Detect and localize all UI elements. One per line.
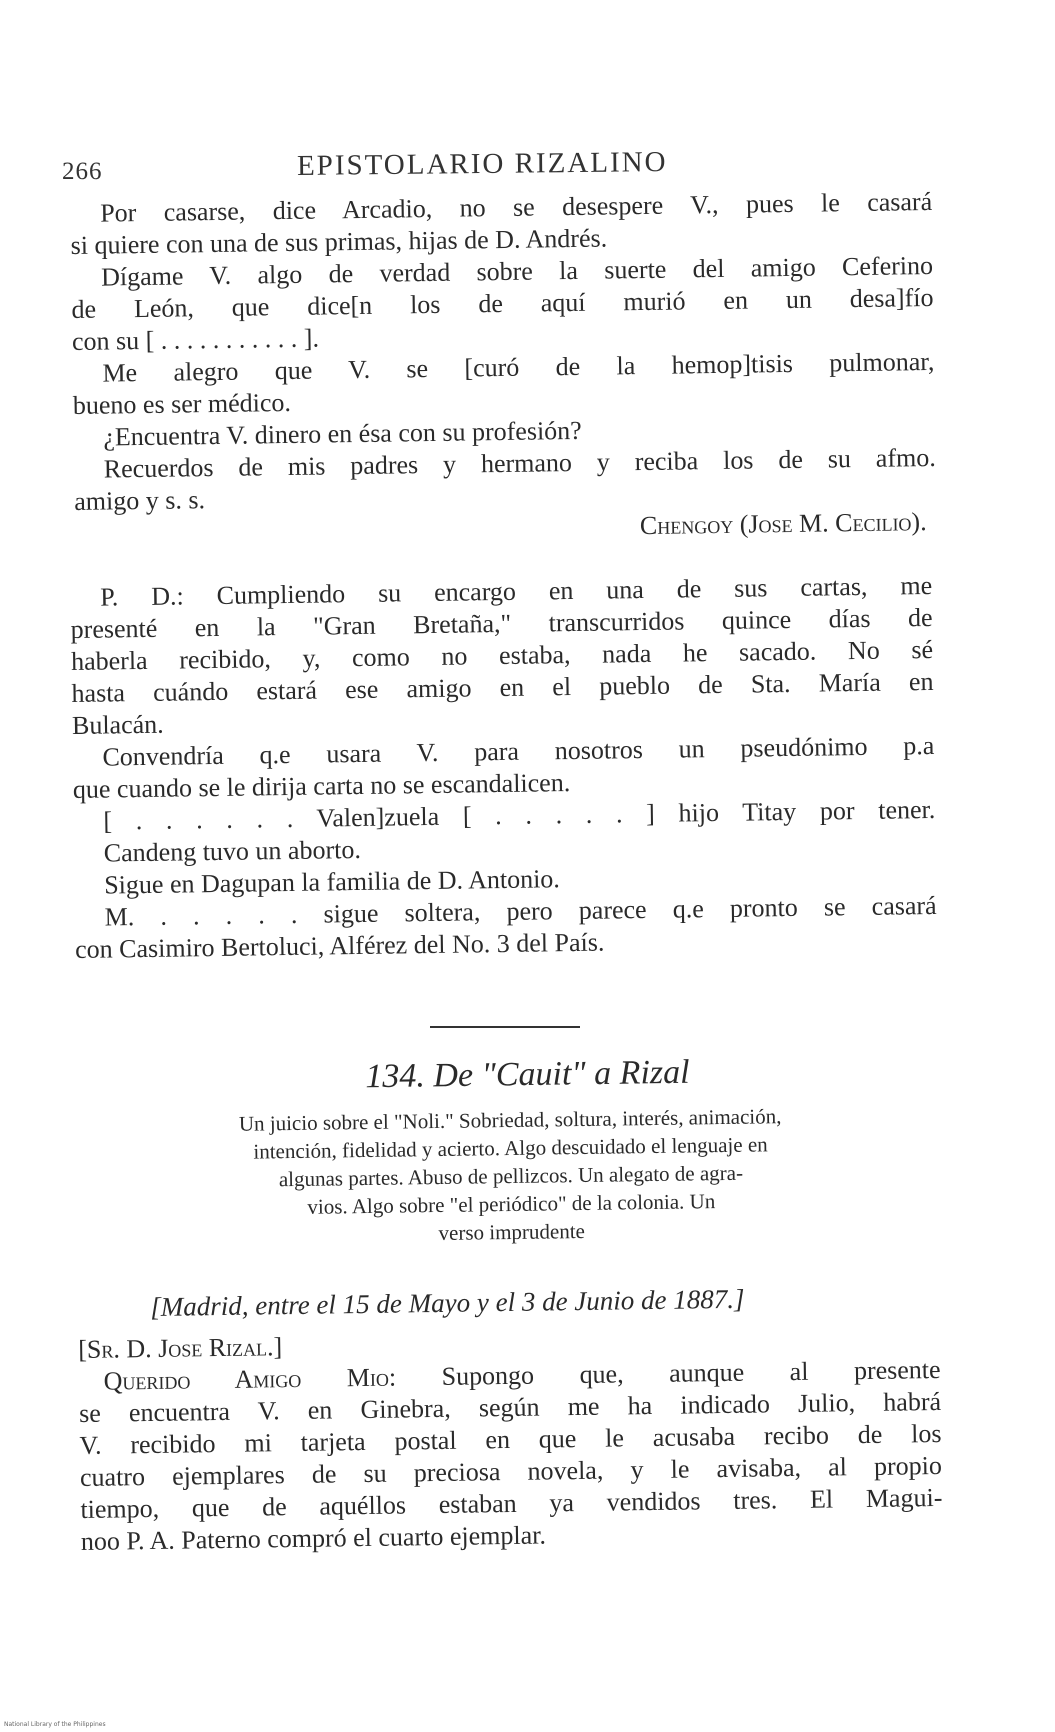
section-divider: [430, 1026, 580, 1028]
letter-ending: [70, 186, 937, 550]
text-line: presenté en la "Gran Bretaña," transcurridos quince días de: [70, 602, 933, 644]
text-line: hasta cuándo estará ese amigo en el pueblo de Sta. María en: [71, 666, 934, 708]
text-line: V. recibido mi tarjeta postal en que le acusaba recibo de los: [79, 1418, 942, 1460]
text-line: amigo y s. s.: [74, 485, 206, 516]
scan-source-note: National Library of the Philippines: [4, 1721, 106, 1728]
text-line: si quiere con una de sus primas, hijas de D. Andrés.: [70, 223, 608, 260]
text-line: tiempo, que de aquéllos estaban ya vendidos tres. El Magui-: [80, 1482, 943, 1524]
text-line: [ . . . . . . Valen]zuela [ . . . . . ] hijo Titay por tener.: [103, 794, 936, 836]
text-line: noo P. A. Paterno compró el cuarto ejemplar.: [80, 1520, 547, 1556]
text-line: P. D.: Cumpliendo su encargo en una de sus cartas, me: [100, 570, 933, 612]
text-line: con Casimiro Bertoluci, Alférez del No. 3 del País.: [74, 927, 605, 964]
text-line: Por casarse, dice Arcadio, no se desespere V., pues le casará: [100, 186, 933, 228]
letter-summary: [80, 1100, 942, 1252]
page-header: [62, 148, 942, 188]
text-line: haberla recibido, y, como no estaba, nada he sacado. No sé: [70, 634, 934, 676]
letter-title: 134. De "Cauit" a Rizal: [365, 1053, 690, 1096]
summary-line: intención, fidelidad y acierto. Algo descuidado el lenguaje en: [253, 1132, 768, 1164]
text-line: con su [ . . . . . . . . . . . ].: [71, 323, 320, 356]
text-line: Convendría q.e usara V. para nosotros un pseudónimo p.a: [102, 730, 935, 772]
text-line: Sigue en Dagupan la familia de D. Antonio.: [104, 864, 561, 900]
signature: Chengoy (Jose M. Cecilio).: [639, 507, 927, 541]
summary-line: Un juicio sobre el "Noli." Sobriedad, soltura, interés, animación,: [238, 1104, 782, 1136]
body-first-line: Supongo que, aunque al presente: [441, 1354, 941, 1391]
addressee-text: [Sr. D. Jose Rizal.]: [78, 1332, 283, 1364]
page-number: 266: [62, 158, 103, 185]
text-line: se encuentra V. en Ginebra, según me ha indicado Julio, habrá: [78, 1386, 942, 1428]
running-title: EPISTOLARIO RIZALINO: [296, 146, 668, 182]
text-line: Me alegro que V. se [curó de la hemop]tisis pulmonar,: [102, 346, 935, 388]
summary-line: vios. Algo sobre "el periódico" de la colonia. Un: [307, 1189, 716, 1219]
text-line: bueno es ser médico.: [72, 387, 292, 420]
text-line: M. . . . . . sigue soltera, pero parece q.e pronto se casará: [104, 890, 937, 932]
salutation: Querido Amigo Mio:: [103, 1362, 397, 1396]
summary-line: verso imprudente: [438, 1218, 586, 1246]
summary-line: algunas partes. Abuso de pellizcos. Un alegato de agra-: [278, 1160, 744, 1192]
dateline: [Madrid, entre el 15 de Mayo y el 3 de Junio de 1887.]: [150, 1283, 745, 1322]
text-line: que cuando se le dirija carta no se escandalicen.: [72, 768, 571, 804]
text-line: Bulacán.: [71, 709, 164, 740]
text-line: Recuerdos de mis padres y hermano y reciba los de su afmo.: [103, 442, 936, 484]
text-line: Dígame V. algo de verdad sobre la suerte del amigo Ceferino: [100, 250, 934, 292]
text-line: Candeng tuvo un aborto.: [103, 834, 362, 868]
letter-body: [78, 1322, 943, 1558]
text-line: ¿Encuentra V. dinero en ésa con su profesión?: [103, 415, 582, 452]
postscript: [70, 570, 937, 966]
text-line: cuatro ejemplares de su preciosa novela, y le avisaba, al propio: [79, 1450, 943, 1492]
text-line: de León, que dice[n los de aquí murió en un desa]fío: [71, 282, 934, 324]
